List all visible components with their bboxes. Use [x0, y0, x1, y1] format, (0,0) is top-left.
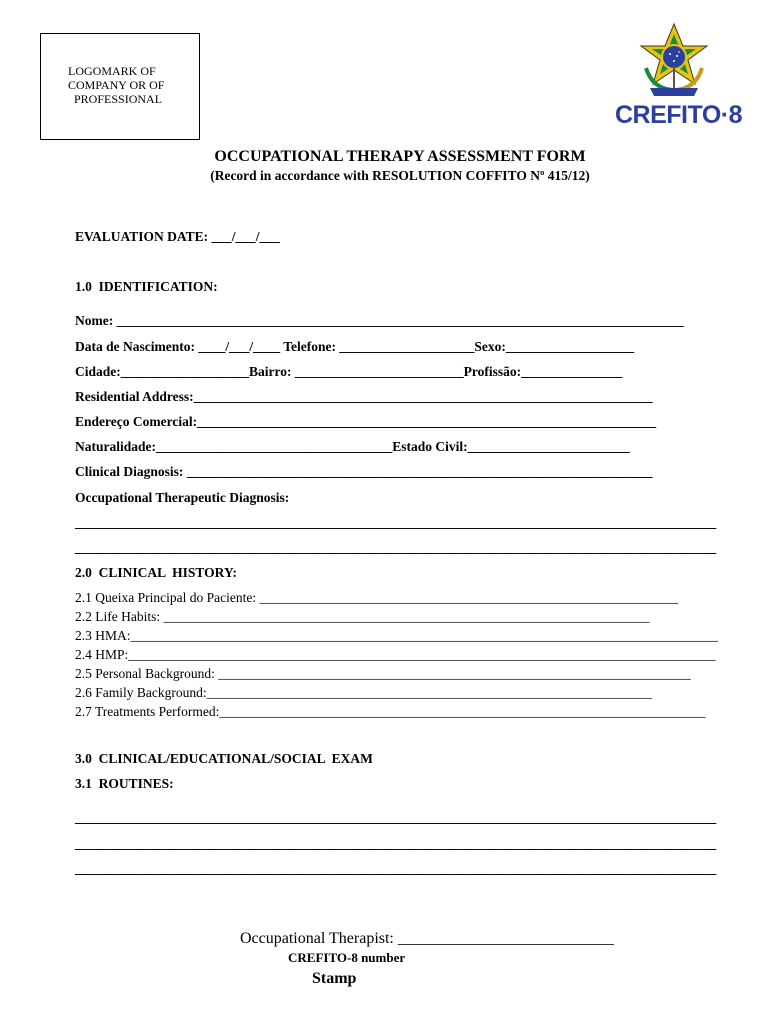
crefito-emblem-icon: [632, 22, 716, 98]
form-title: OCCUPATIONAL THERAPY ASSESSMENT FORM: [214, 148, 586, 165]
commercial-address-field[interactable]: Endereço Comercial:____________________________________________________________________: [75, 414, 657, 429]
history-item-treatments[interactable]: 2.7 Treatments Performed:________________________________________________________________________: [75, 704, 706, 719]
residential-address-field[interactable]: Residential Address:____________________________________________________________________: [75, 389, 653, 404]
therapist-signature-field[interactable]: Occupational Therapist: ___________________________: [240, 930, 614, 947]
ot-diagnosis-label: Occupational Therapeutic Diagnosis:: [75, 490, 290, 505]
history-item-personal-background[interactable]: 2.5 Personal Background: ______________________________________________________________________: [75, 666, 691, 681]
history-item-family-background[interactable]: 2.6 Family Background:__________________________________________________________________: [75, 685, 653, 700]
ot-diagnosis-line-1[interactable]: _______________________________________________________________________________________________: [75, 515, 717, 530]
form-subtitle: (Record in accordance with RESOLUTION COFFITO Nº 415/12): [210, 168, 590, 183]
routines-line-1[interactable]: _______________________________________________________________________________________________: [75, 810, 717, 825]
history-item-hmp[interactable]: 2.4 HMP:_______________________________________________________________________________________: [75, 647, 716, 662]
naturality-civil-status-field[interactable]: Naturalidade:___________________________________Estado Civil:________________________: [75, 439, 630, 454]
nome-field[interactable]: Nome: ____________________________________________________________________________________: [75, 313, 684, 328]
logo-placeholder-text: LOGOMARK OF COMPANY OR OF PROFESSIONAL: [68, 64, 165, 106]
stamp-label: Stamp: [312, 970, 357, 987]
routines-line-3[interactable]: _______________________________________________________________________________________________: [75, 861, 717, 876]
birth-phone-sex-field[interactable]: Data de Nascimento: ____/___/____ Telefone: ____________________Sexo:___________________: [75, 339, 635, 354]
city-district-profession-field[interactable]: Cidade:___________________Bairro: _________________________Profissão:_______________: [75, 364, 623, 379]
evaluation-date-field[interactable]: EVALUATION DATE: ___/___/___: [75, 229, 280, 244]
history-item-life-habits[interactable]: 2.2 Life Habits: ________________________________________________________________________: [75, 609, 650, 624]
clinical-history-heading: 2.0 CLINICAL HISTORY:: [75, 565, 237, 580]
crefito-wordmark: CREFITO·8: [615, 101, 742, 129]
routines-heading: 3.1 ROUTINES:: [75, 776, 174, 791]
crefito-number-label: CREFITO-8 number: [288, 950, 406, 965]
exam-heading: 3.0 CLINICAL/EDUCATIONAL/SOCIAL EXAM: [75, 751, 373, 766]
history-item-hma[interactable]: 2.3 HMA:_______________________________________________________________________________________: [75, 628, 718, 643]
clinical-diagnosis-field[interactable]: Clinical Diagnosis: _____________________________________________________________________: [75, 464, 653, 479]
ot-diagnosis-line-2[interactable]: _______________________________________________________________________________________________: [75, 540, 717, 555]
identification-heading: 1.0 IDENTIFICATION:: [75, 279, 218, 294]
routines-line-2[interactable]: _______________________________________________________________________________________________: [75, 836, 717, 851]
history-item-main-complaint[interactable]: 2.1 Queixa Principal do Paciente: ______________________________________________________________: [75, 590, 678, 605]
